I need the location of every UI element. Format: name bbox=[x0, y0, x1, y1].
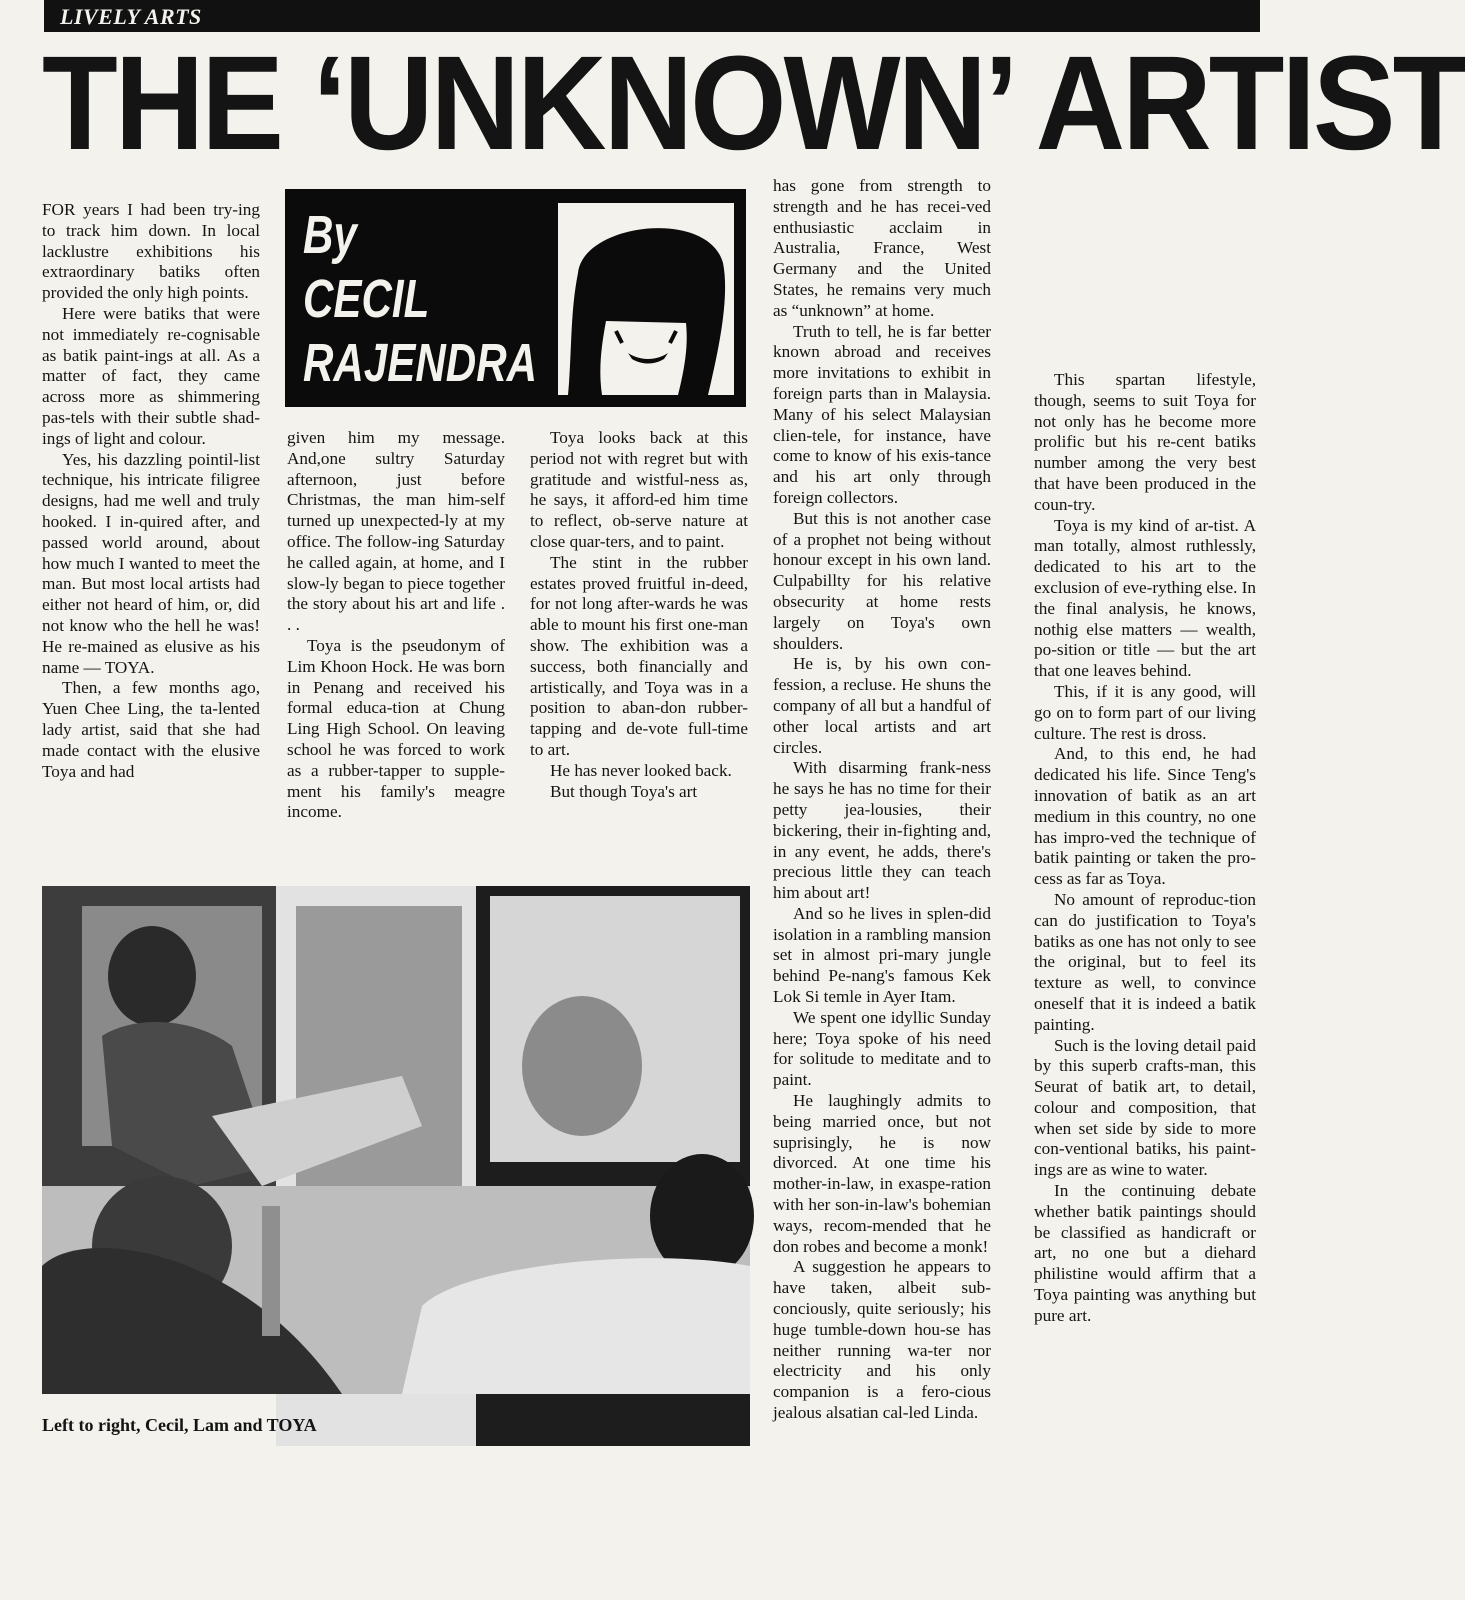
group-photo bbox=[42, 886, 750, 1394]
byline-first-name: CECIL bbox=[303, 269, 430, 329]
group-photo-icon bbox=[42, 886, 750, 1394]
article-column-2 bbox=[287, 428, 505, 823]
paragraph: He has never looked back. bbox=[550, 760, 732, 780]
byline-box bbox=[285, 189, 746, 407]
article-column-3 bbox=[530, 428, 748, 802]
article-column-4 bbox=[773, 176, 991, 1424]
photo-caption: Left to right, Cecil, Lam and TOYA bbox=[42, 1415, 317, 1435]
paragraph: He is, by his own con-fession, a recluse. He shuns the company of all but a handful of other local artists and art circles. bbox=[773, 654, 991, 757]
paragraph: Then, a few months ago, Yuen Chee Ling, the ta-lented lady artist, said that she had made contact with the elusive Toya and had bbox=[42, 678, 260, 781]
article-column-1 bbox=[42, 200, 260, 782]
byline bbox=[303, 203, 537, 395]
paragraph: No amount of reproduc-tion can do justification to Toya's batiks as one has not only to see the original, but to feel its texture as well, to convince oneself that it is indeed a batik painting. bbox=[1034, 889, 1256, 1034]
paragraph: This, if it is any good, will go on to form part of our living culture. The rest is dross. bbox=[1034, 681, 1256, 743]
paragraph: Such is the loving detail paid by this superb crafts-man, this Seurat of batik art, to detail, colour and composition, that when set side by side to more con-ventional batiks, his paint-ings are as wine to water. bbox=[1034, 1035, 1256, 1180]
paragraph: Here were batiks that were not immediately re-cognisable as batik paint-ings at all. As a matter of fact, they came across more as shimmering pas-tels with their subtle shad-ings of light and colour. bbox=[42, 303, 260, 448]
paragraph: Toya is the pseudonym of Lim Khoon Hock. He was born in Penang and received his formal educa-tion at Chung Ling High School. On leaving school he was forced to work as a rubber-tapper to supple-ment his family's meagre income. bbox=[287, 635, 505, 822]
author-portrait bbox=[558, 203, 734, 395]
paragraph: This spartan lifestyle, though, seems to suit Toya for not only has he become more prolific but his re-cent batiks number among the very best that have been produced in the coun-try. bbox=[1034, 370, 1256, 514]
paragraph: We spent one idyllic Sunday here; Toya spoke of his need for solitude to meditate and to paint. bbox=[773, 1007, 991, 1090]
paragraph: Yes, his dazzling pointil-list technique, his intricate filigree designs, had me well and truly hooked. I in-quired after, and passed world around, about how much I wanted to meet the man. But most local artists had either not heard of him, or, did not know who the hell he was! He re-mained as elusive as his name — TOYA. bbox=[42, 449, 260, 677]
headline: THE ‘UNKNOWN’ ARTIST bbox=[42, 29, 1465, 179]
paragraph: Toya looks back at this period not with regret but with gratitude and wistful-ness as, he says, it afford-ed him time to reflect, ob-serve nature at close quar-ters, and to paint. bbox=[530, 428, 748, 551]
author-portrait-icon bbox=[558, 203, 734, 395]
paragraph: Truth to tell, he is far better known abroad and receives more invitations to exhibit in foreign parts than in Malaysia. Many of his select Malaysian clien-tele, for instance, have come to know of his exis-tance and his art only through foreign collectors. bbox=[773, 321, 991, 507]
section-label: LIVELY ARTS bbox=[60, 4, 202, 29]
paragraph: And so he lives in splen-did isolation in a rambling mansion set in almost pri-mary jungle behind Pe-nang's famous Kek Lok Si temle in Ayer Itam. bbox=[773, 903, 991, 1007]
paragraph: But though Toya's art bbox=[550, 781, 698, 801]
paragraph: But this is not another case of a prophet not being without honour except in his own land. Culpabillty for his relative obsecurity at home rests largely on Toya's own shoulders. bbox=[773, 508, 991, 653]
paragraph: With disarming frank-ness he says he has no time for their petty jea-lousies, their bickering, their in-fighting and, in any event, he adds, there's precious little they can teach him about art! bbox=[773, 758, 991, 903]
paragraph: A suggestion he appears to have taken, albeit sub-conciously, quite seriously; his huge tumble-down hou-se has neither running wa-ter nor electricity and his only companion is a fero-cious jealous alsatian cal-led Linda. bbox=[773, 1257, 991, 1423]
byline-last-name: RAJENDRA bbox=[303, 333, 538, 393]
paragraph: The stint in the rubber estates proved fruitful in-deed, for not long after-wards he was able to mount his first one-man show. The exhibition was a success, both financially and artistically, and Toya was in a position to aban-don rubber-tapping and de-vote full-time to art. bbox=[530, 552, 748, 759]
paragraph: And, to this end, he had dedicated his life. Since Teng's innovation of batik as an art medium in this country, no one has impro-ved the technique of batik painting or taken the pro-cess as far as Toya. bbox=[1034, 744, 1256, 889]
paragraph: In the continuing debate whether batik paintings should be classified as handicraft or art, no one but a diehard philistine would affirm that a Toya painting was anything but pure art. bbox=[1034, 1181, 1256, 1325]
paragraph: has gone from strength to strength and he has recei-ved enthusiastic acclaim in Australia, France, West Germany and the United States, he remains very much as “unknown” at home. bbox=[773, 176, 991, 320]
paragraph: Toya is my kind of ar-tist. A man totally, almost ruthlessly, dedicated to his art to the exclusion of eve-rything else. In the final analysis, he knows, nothig else matters — wealth, po-sition or title — but the art that one leaves behind. bbox=[1034, 515, 1256, 681]
article-column-5 bbox=[1034, 370, 1256, 1327]
paragraph: FOR years I had been try-ing to track him down. In local lacklustre exhibitions his extraordinary batiks often provided the only high points. bbox=[42, 200, 260, 303]
byline-by: By bbox=[303, 205, 357, 265]
paragraph: He laughingly admits to being married once, but not suprisingly, he is now divorced. At one time his mother-in-law, in exaspe-ration with her son-in-law's bohemian ways, recom-mended that he don robes and become a monk! bbox=[773, 1091, 991, 1256]
paragraph: given him my message. And,one sultry Saturday afternoon, just before Christmas, the man him-self turned up unexpected-ly at my office. The follow-ing Saturday he called again, at home, and I slow-ly began to piece together the story about his art and life . . . bbox=[287, 428, 505, 635]
